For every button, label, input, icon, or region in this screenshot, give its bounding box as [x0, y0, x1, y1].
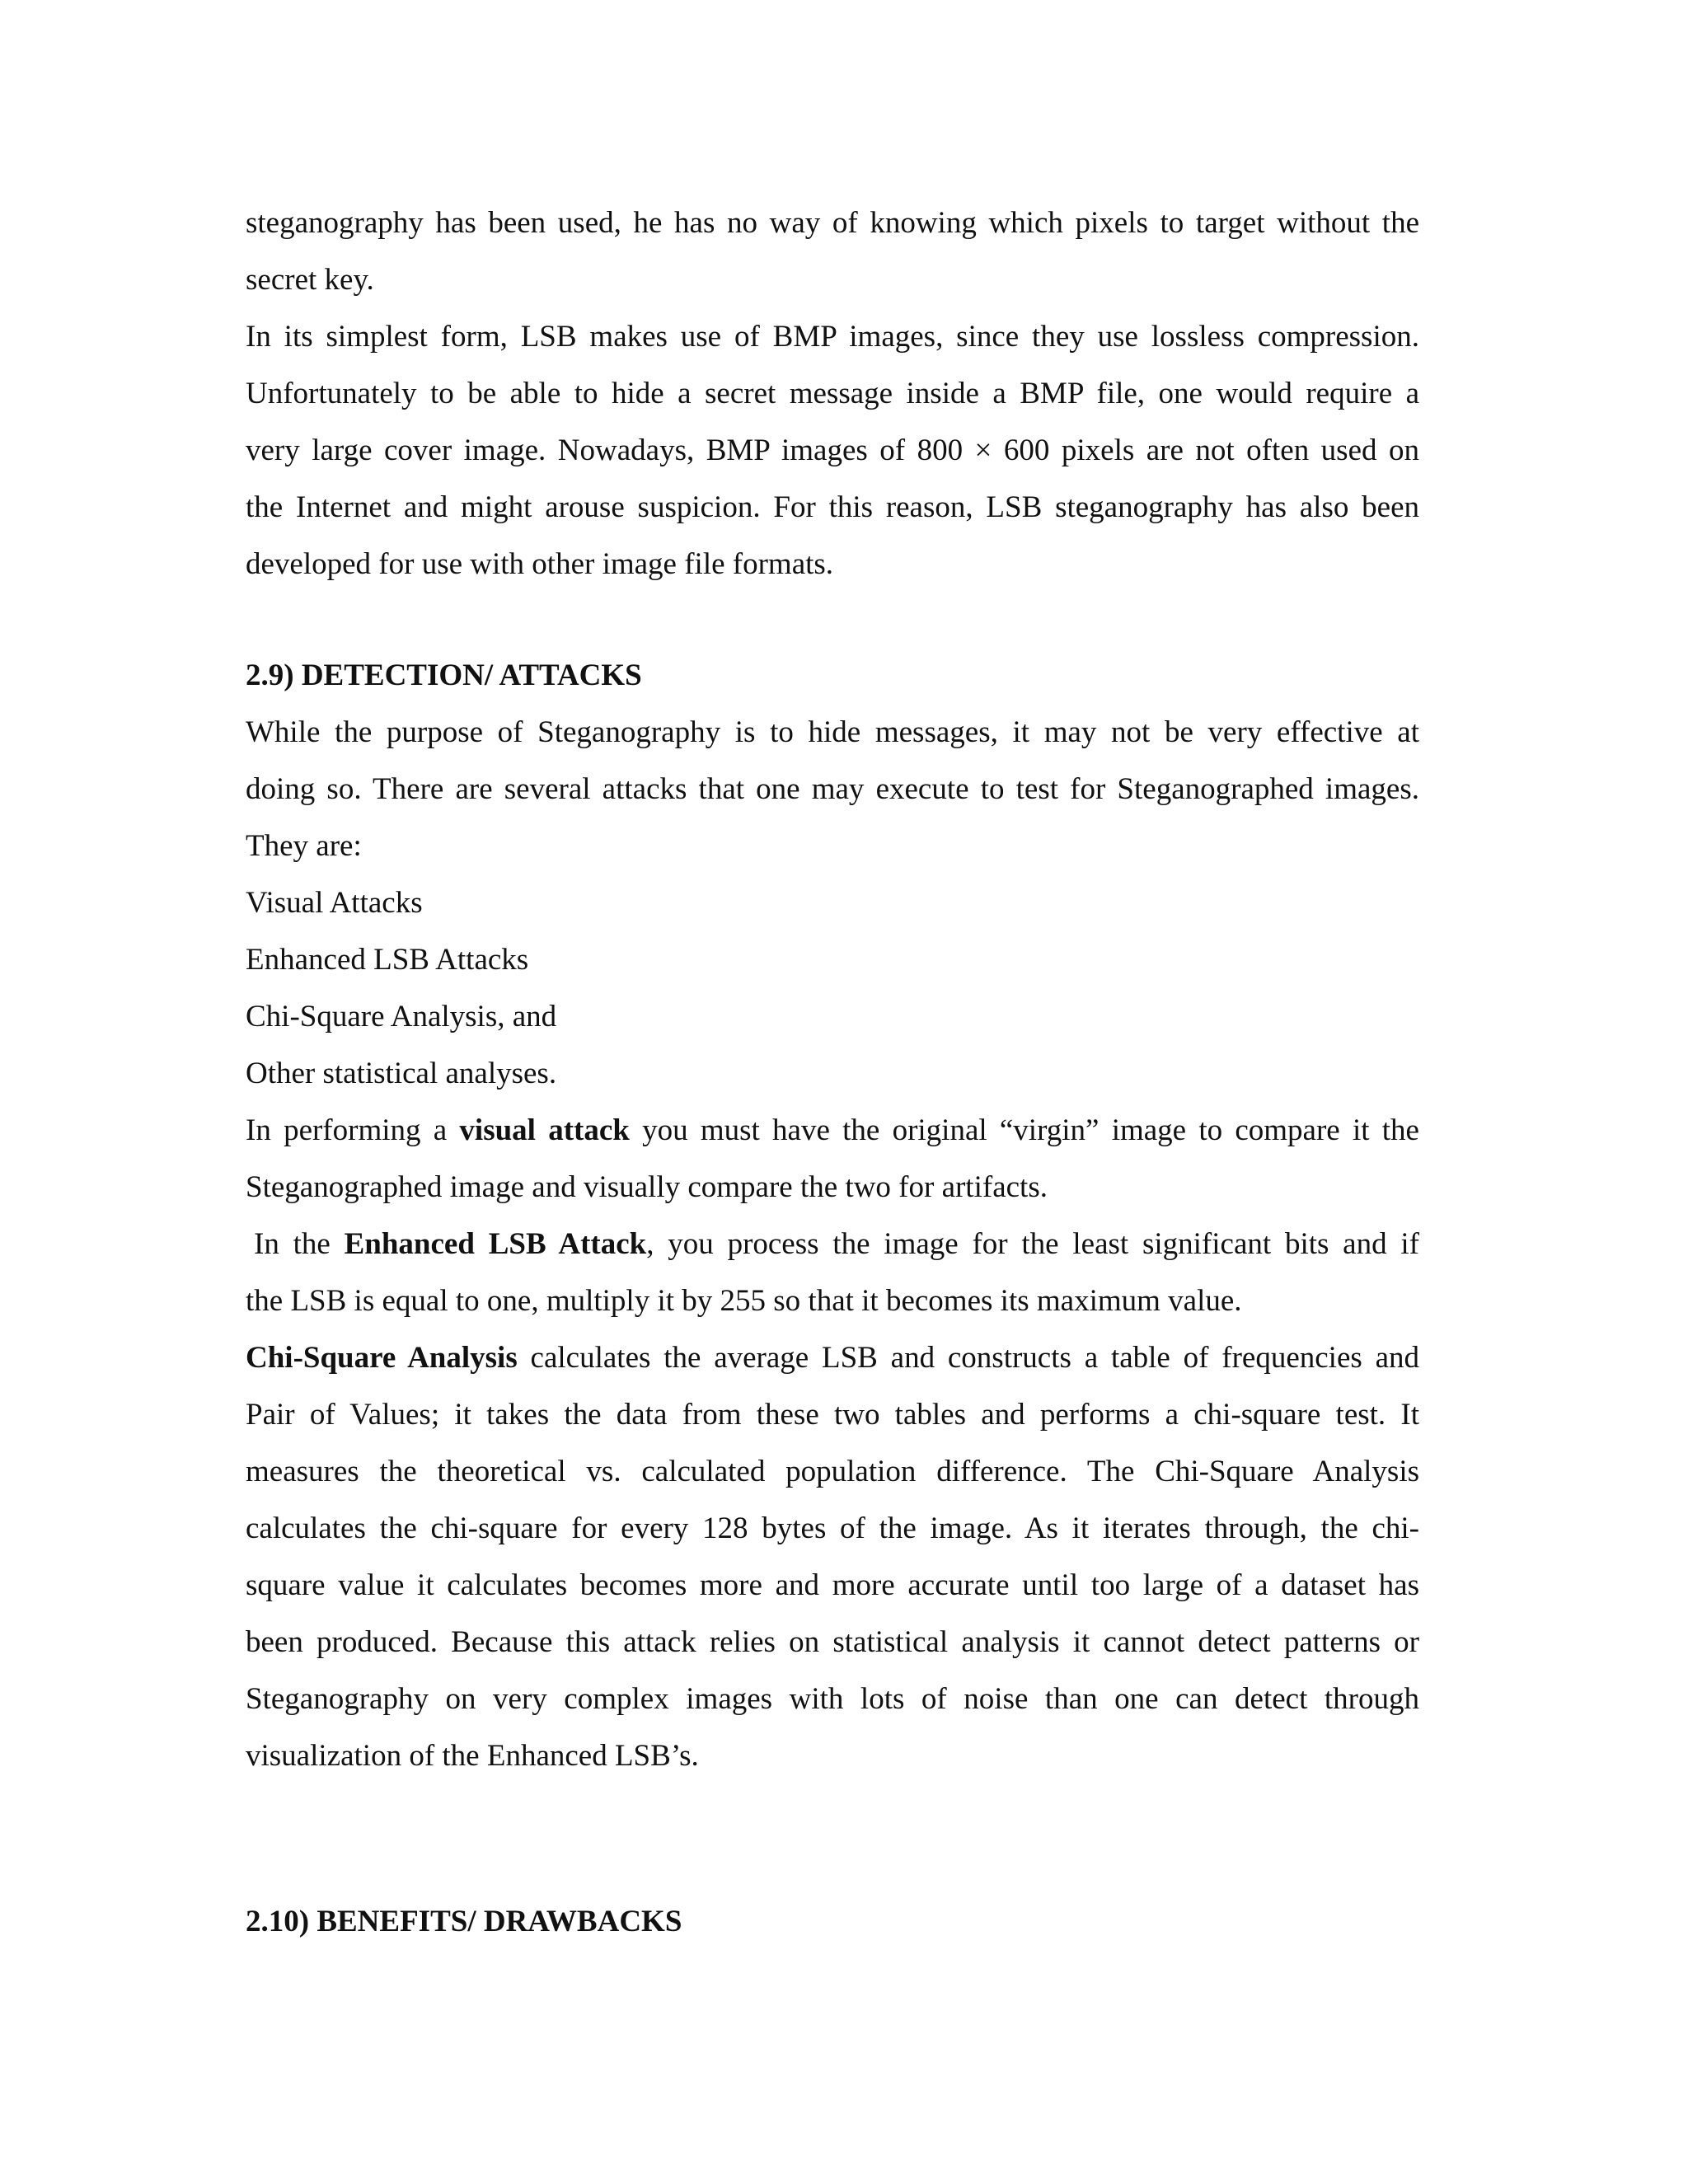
text-line: Steganographed image and visually compare the two for artifacts.	[246, 1170, 1048, 1204]
text-run: , you process the image for the least significant bits and if	[646, 1227, 1419, 1261]
document-page	[246, 194, 1419, 1950]
text-run: In the	[254, 1227, 345, 1261]
bold-term: visual attack	[459, 1113, 630, 1147]
text-line: Unfortunately to be able to hide a secret message inside a BMP file, one would require a	[246, 377, 1419, 410]
text-line: steganography has been used, he has no way of knowing which pixels to target without the	[246, 206, 1419, 240]
text-line: very large cover image. Nowadays, BMP images of 800 × 600 pixels are not often used on	[246, 434, 1419, 467]
section-heading: 2.9) DETECTION/ ATTACKS	[246, 658, 642, 692]
text-line: visualization of the Enhanced LSB’s.	[246, 1739, 699, 1773]
text-line	[246, 1102, 1419, 1159]
text-line: secret key.	[246, 263, 374, 297]
text-run: calculates the average LSB and constructs a table of frequencies and	[517, 1341, 1420, 1375]
text-line: Pair of Values; it takes the data from these two tables and performs a chi-square test. It	[246, 1398, 1419, 1432]
text-line: doing so. There are several attacks that one may execute to test for Steganographed images.	[246, 772, 1419, 806]
bold-term: Enhanced LSB Attack	[344, 1227, 647, 1261]
text-line: Steganography on very complex images with lots of noise than one can detect through	[246, 1682, 1419, 1716]
text-line: They are:	[246, 829, 362, 863]
list-item: Other statistical analyses.	[246, 1057, 557, 1090]
text-line: square value it calculates becomes more and more accurate until too large of a dataset has	[246, 1568, 1419, 1602]
spacer	[246, 593, 1419, 647]
text-line: the LSB is equal to one, multiply it by 255 so that it becomes its maximum value.	[246, 1284, 1242, 1318]
text-line: developed for use with other image file formats.	[246, 547, 834, 581]
spacer	[246, 1784, 1419, 1893]
text-line	[246, 1329, 1419, 1386]
list-item: Chi-Square Analysis, and	[246, 1000, 557, 1033]
text-run: you must have the original “virgin” image to compare it the	[629, 1113, 1419, 1147]
section-heading: 2.10) BENEFITS/ DRAWBACKS	[246, 1905, 682, 1938]
text-line: While the purpose of Steganography is to hide messages, it may not be very effective at	[246, 715, 1419, 749]
list-item: Enhanced LSB Attacks	[246, 943, 529, 977]
text-line: the Internet and might arouse suspicion. For this reason, LSB steganography has also been	[246, 490, 1419, 524]
text-line: measures the theoretical vs. calculated population difference. The Chi-Square Analysis	[246, 1455, 1419, 1488]
text-line: In its simplest form, LSB makes use of BMP images, since they use lossless compression.	[246, 320, 1419, 354]
text-line: been produced. Because this attack relies on statistical analysis it cannot detect patterns or	[246, 1625, 1419, 1659]
text-line	[246, 1216, 1419, 1272]
bold-term: Chi-Square Analysis	[246, 1341, 518, 1375]
text-run: In performing a	[246, 1113, 460, 1147]
text-line: calculates the chi-square for every 128 bytes of the image. As it iterates through, the chi-	[246, 1511, 1419, 1545]
list-item: Visual Attacks	[246, 886, 423, 920]
